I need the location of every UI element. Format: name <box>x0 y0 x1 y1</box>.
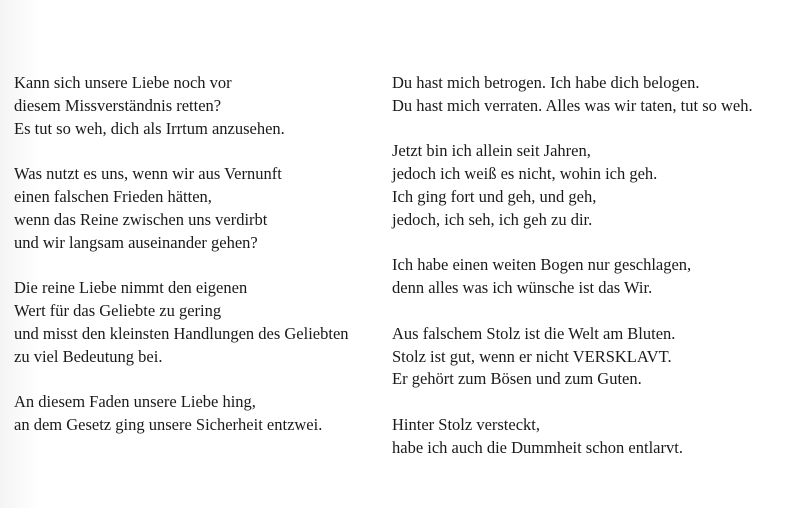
poem-line: Hinter Stolz versteckt, <box>392 414 541 434</box>
poem-line: An diesem Faden unsere Liebe hing, <box>14 392 256 412</box>
stanza <box>14 277 349 368</box>
poem-line: Es tut so weh, dich als Irrtum anzusehen. <box>14 118 285 138</box>
poem-line: Was nutzt es uns, wenn wir aus Vernunft <box>14 164 282 184</box>
poem-line: und wir langsam auseinander gehen? <box>14 232 258 252</box>
poem-line: Du hast mich verraten. Alles was wir taten, tut so weh. <box>392 95 753 115</box>
poem-line: Ich ging fort und geh, und geh, <box>392 186 597 206</box>
poem-line: diesem Missverständnis retten? <box>14 95 222 115</box>
stanza <box>14 391 349 437</box>
poem-line: Jetzt bin ich allein seit Jahren, <box>392 141 591 161</box>
poem-line: an dem Gesetz ging unsere Sicherheit entzwei. <box>14 414 323 434</box>
stanza <box>392 414 753 460</box>
poem-line: Du hast mich betrogen. Ich habe dich belogen. <box>392 73 700 92</box>
poem-line: Kann sich unsere Liebe noch vor <box>14 73 232 92</box>
poem-line: habe ich auch die Dummheit schon entlarvt. <box>392 437 683 457</box>
stanza <box>392 140 753 231</box>
stanza <box>392 254 753 300</box>
poem-left-column <box>14 72 349 437</box>
poem-line: jedoch, ich seh, ich geh zu dir. <box>392 209 593 229</box>
poem-line: und misst den kleinsten Handlungen des Geliebten <box>14 323 349 343</box>
poem-line: Ich habe einen weiten Bogen nur geschlagen, <box>392 255 692 275</box>
poem-line: jedoch ich weiß es nicht, wohin ich geh. <box>392 164 658 184</box>
poem-line: Stolz ist gut, wenn er nicht VERSKLAVT. <box>392 346 672 366</box>
stanza <box>14 163 349 254</box>
poem-line: Aus falschem Stolz ist die Welt am Bluten. <box>392 323 676 343</box>
poem-line: wenn das Reine zwischen uns verdirbt <box>14 209 268 229</box>
poem-line: einen falschen Frieden hätten, <box>14 186 212 206</box>
poem-line: Die reine Liebe nimmt den eigenen <box>14 278 248 298</box>
poem-line: zu viel Bedeutung bei. <box>14 346 163 366</box>
poem-line: Wert für das Geliebte zu gering <box>14 300 222 320</box>
poem-line: Er gehört zum Bösen und zum Guten. <box>392 369 642 389</box>
poem-right-column <box>392 72 753 460</box>
stanza <box>14 72 349 140</box>
stanza <box>392 323 753 391</box>
stanza <box>392 72 753 118</box>
poem-line: denn alles was ich wünsche ist das Wir. <box>392 278 653 298</box>
